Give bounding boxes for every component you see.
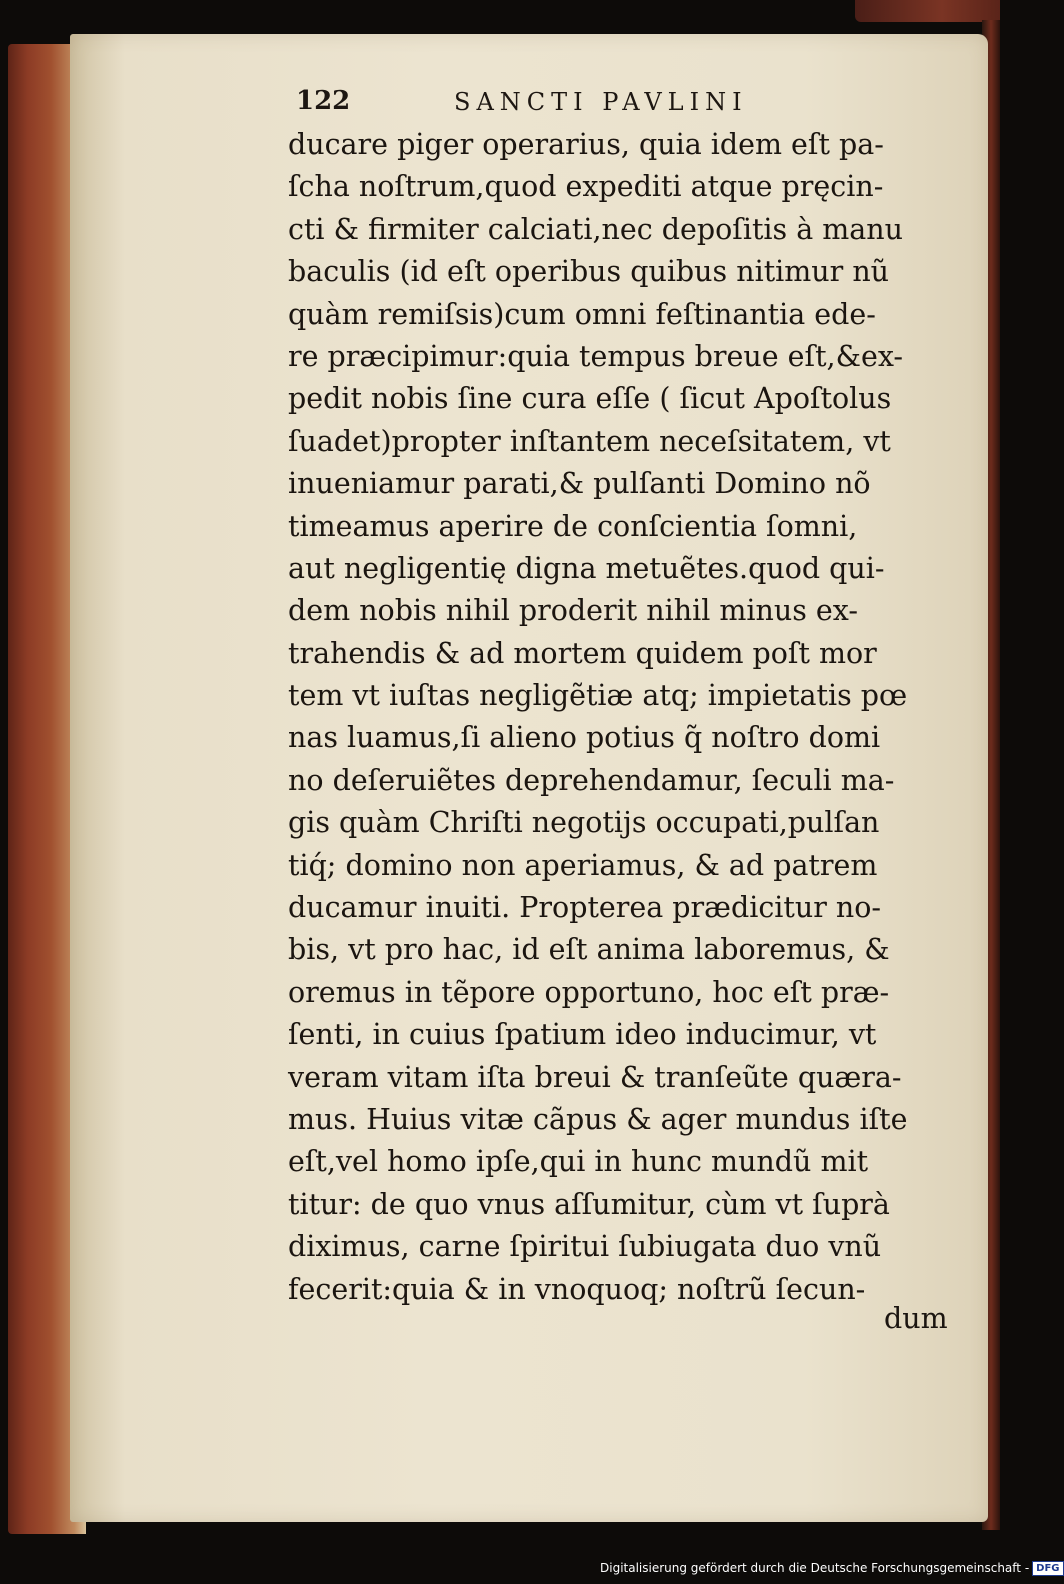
text-line: aut negligentię digna metuẽtes.quod qui-: [288, 551, 885, 585]
text-line: mus. Huius vitæ cãpus & ager mundus iſte: [288, 1102, 908, 1136]
text-line: trahendis & ad mortem quidem poſt mor: [288, 636, 877, 670]
running-head: SANCTI PAVLINI: [454, 88, 748, 116]
text-line: tem vt iuſtas negligẽtiæ atq; impietatis pœ: [288, 679, 908, 713]
text-line: inueniamur parati,& pulſanti Domino nõ: [288, 467, 871, 501]
text-line: oremus in tẽpore opportuno, hoc eſt præ-: [288, 975, 890, 1009]
text-line: dem nobis nihil proderit nihil minus ex-: [288, 594, 858, 628]
text-line: bis, vt pro hac, id eſt anima laboremus, &: [288, 933, 890, 967]
text-line: titur: de quo vnus aſſumitur, cùm vt ſuprà: [288, 1187, 890, 1221]
text-line: nas luamus,ſi alieno potius q̃ noſtro domi: [288, 721, 881, 755]
footer-credit-text: Digitalisierung gefördert durch die Deutsche Forschungsgemeinschaft -: [600, 1561, 1030, 1575]
text-line: tiq́; domino non aperiamus, & ad patrem: [288, 848, 878, 882]
catchword: dum: [884, 1302, 948, 1335]
footer-credit: [600, 1558, 1064, 1578]
text-line: diximus, carne ſpiritui ſubiugata duo vnũ: [288, 1230, 882, 1264]
text-line: fecerit:quia & in vnoquoq; noſtrũ ſecun-: [288, 1272, 866, 1306]
text-line: eſt,vel homo ipſe,qui in hunc mundũ mit: [288, 1145, 869, 1179]
dfg-logo: DFG: [1032, 1561, 1063, 1576]
text-line: no deſeruiẽtes deprehendamur, ſeculi ma-: [288, 763, 895, 797]
text-line: cti & firmiter calciati,nec depoſitis à manu: [288, 212, 904, 246]
text-line: gis quàm Chriſti negotijs occupati,pulſan: [288, 806, 880, 840]
text-line: ſuadet)propter inſtantem neceſsitatem, vt: [288, 424, 891, 458]
text-line: ducare piger operarius, quia idem eſt pa-: [288, 128, 884, 161]
text-line: ſenti, in cuius ſpatium ideo inducimur, vt: [288, 1018, 877, 1052]
book-edge-top: [855, 0, 1000, 22]
text-line: ducamur inuiti. Propterea prædicitur no-: [288, 891, 882, 925]
text-line: quàm remiſsis)cum omni feſtinantia ede-: [288, 297, 876, 331]
text-line: baculis (id eſt operibus quibus nitimur nũ: [288, 255, 890, 289]
text-line: re præcipimur:quia tempus breue eſt,&ex-: [288, 339, 904, 373]
text-line: timeamus aperire de conſcientia ſomni,: [288, 509, 858, 543]
text-line: pedit nobis ſine cura eſſe ( ſicut Apoſtolus: [288, 382, 892, 416]
page-header: [296, 86, 836, 126]
page-number: 122: [296, 86, 351, 116]
body-text: [288, 124, 968, 1311]
text-line: ſcha noſtrum,quod expediti atque pręcin-: [288, 170, 884, 204]
text-line: veram vitam iſta breui & tranſeũte quæra-: [288, 1060, 902, 1094]
